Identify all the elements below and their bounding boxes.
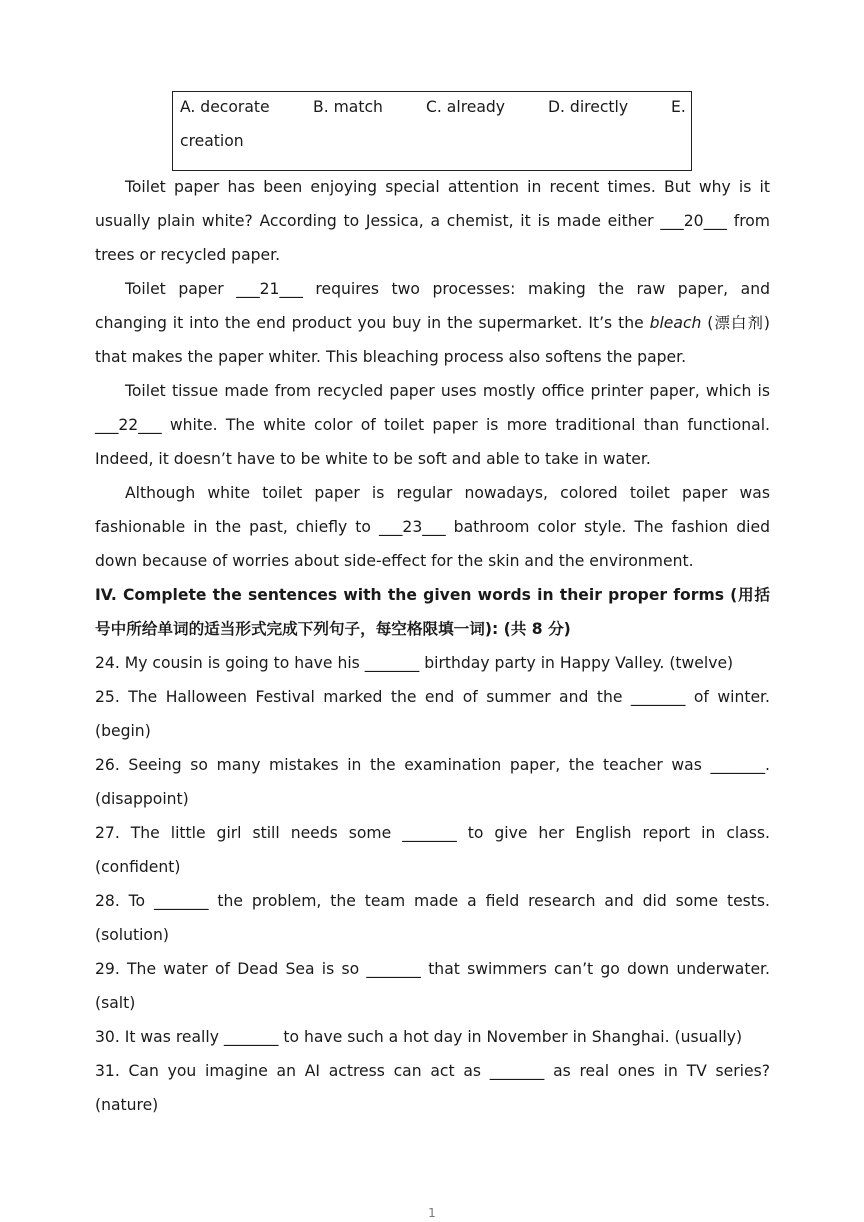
section-heading: IV. Complete the sentences with the given words in their proper forms (用括号中所给单词的适当形式完成下列句子，每空格限填一词): (共 8 分) xyxy=(95,586,770,638)
passage-paragraph-2 xyxy=(95,272,770,374)
question-28: 28. To _______ the problem, the team made a field research and did some tests. (solution) xyxy=(95,892,770,944)
passage-paragraph-3: Toilet tissue made from recycled paper uses mostly office printer paper, which is ___22___ white. The white color of toilet paper is more traditional than functional. Indeed, it doesn’t have to be white to be soft and able to take in water. xyxy=(95,382,770,468)
passage xyxy=(95,170,770,1122)
option-a: A. decorate xyxy=(180,98,270,116)
option-d: D. directly xyxy=(548,98,629,116)
question-29: 29. The water of Dead Sea is so _______ that swimmers can’t go down underwater. (salt) xyxy=(95,960,770,1012)
page-number: 1 xyxy=(428,1206,436,1220)
question-30: 30. It was really _______ to have such a hot day in November in Shanghai. (usually) xyxy=(95,1028,743,1046)
word-options-box xyxy=(172,91,692,171)
p2-text-after: (漂白剂) that makes the paper whiter. This bleaching process also softens the paper. xyxy=(95,314,770,366)
question-24: 24. My cousin is going to have his _______ birthday party in Happy Valley. (twelve) xyxy=(95,654,734,672)
option-e-word: creation xyxy=(180,132,244,150)
question-25: 25. The Halloween Festival marked the end of summer and the _______ of winter. (begin) xyxy=(95,688,770,740)
passage-paragraph-1: Toilet paper has been enjoying special attention in recent times. But why is it usually plain white? According to Jessica, a chemist, it is made either ___20___ from trees or recycled paper. xyxy=(95,178,770,264)
question-27: 27. The little girl still needs some _______ to give her English report in class. (confident) xyxy=(95,824,770,876)
question-31: 31. Can you imagine an AI actress can act as _______ as real ones in TV series? (nature) xyxy=(95,1062,770,1114)
option-c: C. already xyxy=(426,98,506,116)
option-b: B. match xyxy=(313,98,383,116)
passage-paragraph-4: Although white toilet paper is regular nowadays, colored toilet paper was fashionable in the past, chiefly to ___23___ bathroom color style. The fashion died down because of worries about side-effect for the skin and the environment. xyxy=(95,484,770,570)
question-26: 26. Seeing so many mistakes in the examination paper, the teacher was _______. (disappoint) xyxy=(95,756,770,808)
option-e-label: E. xyxy=(671,98,686,116)
bleach-italic-word: bleach xyxy=(649,314,702,332)
p2-text-before: Toilet paper ___21___ requires two processes: making the raw paper, and changing it into the end product you buy in the supermarket. It’s the xyxy=(95,280,770,332)
